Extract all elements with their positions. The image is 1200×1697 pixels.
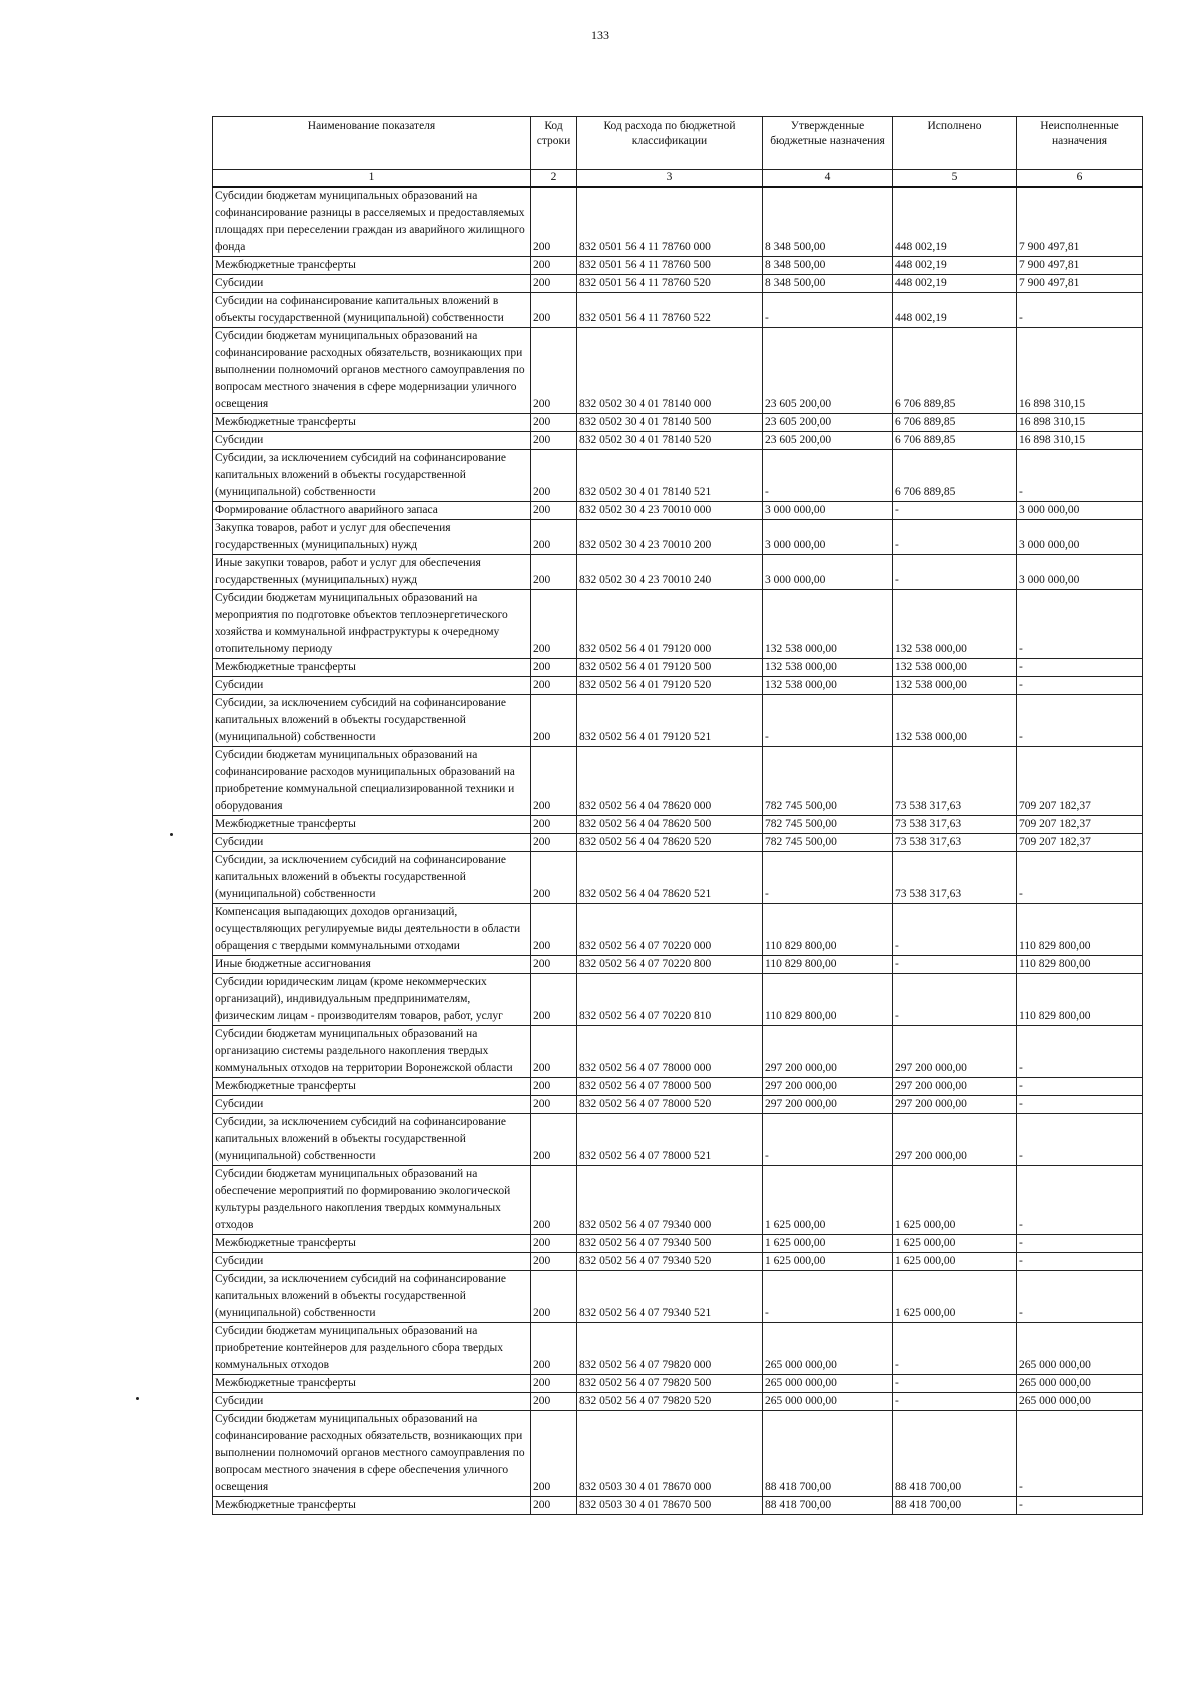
executed-amount-cell: 297 200 000,00	[893, 1026, 1017, 1078]
unexecuted-amount-cell: -	[1017, 450, 1143, 502]
unexecuted-amount-cell: -	[1017, 1411, 1143, 1497]
table-row	[213, 450, 1143, 502]
indicator-name-cell: Субсидии, за исключением субсидий на софинансирование капитальных вложений в объекты государственной (муниципальной) собственности	[213, 450, 531, 502]
line-code-cell: 200	[531, 257, 577, 275]
unexecuted-amount-cell: -	[1017, 1253, 1143, 1271]
executed-amount-cell: 6 706 889,85	[893, 450, 1017, 502]
indicator-name-cell: Субсидии	[213, 1096, 531, 1114]
unexecuted-amount-cell: -	[1017, 590, 1143, 659]
line-code-cell: 200	[531, 1166, 577, 1235]
classification-code-cell: 832 0502 56 4 01 79120 520	[577, 677, 763, 695]
line-code-cell: 200	[531, 187, 577, 257]
executed-amount-cell: -	[893, 1375, 1017, 1393]
line-code-cell: 200	[531, 1497, 577, 1515]
indicator-name-cell: Субсидии бюджетам муниципальных образований на организацию системы раздельного накопления твердых коммунальных отходов на территории Воронежской области	[213, 1026, 531, 1078]
classification-code-cell: 832 0502 30 4 01 78140 520	[577, 432, 763, 450]
classification-code-cell: 832 0502 56 4 04 78620 500	[577, 816, 763, 834]
approved-amount-cell: 265 000 000,00	[763, 1375, 893, 1393]
line-code-cell: 200	[531, 502, 577, 520]
approved-amount-cell: 132 538 000,00	[763, 659, 893, 677]
table-row	[213, 1166, 1143, 1235]
unexecuted-amount-cell: 3 000 000,00	[1017, 555, 1143, 590]
indicator-name-cell: Формирование областного аварийного запаса	[213, 502, 531, 520]
column-header-classification-code: Код расхода по бюджетной классификации	[577, 117, 763, 170]
classification-code-cell: 832 0501 56 4 11 78760 000	[577, 187, 763, 257]
executed-amount-cell: 132 538 000,00	[893, 677, 1017, 695]
column-header-approved: Утвержденные бюджетные назначения	[763, 117, 893, 170]
table-row	[213, 1271, 1143, 1323]
approved-amount-cell: 88 418 700,00	[763, 1411, 893, 1497]
classification-code-cell: 832 0502 56 4 01 79120 500	[577, 659, 763, 677]
line-code-cell: 200	[531, 974, 577, 1026]
indicator-name-cell: Субсидии бюджетам муниципальных образований на мероприятия по подготовке объектов теплоэнергетического хозяйства и коммунальной инфраструктуры к очередному отопительному периоду	[213, 590, 531, 659]
unexecuted-amount-cell: 265 000 000,00	[1017, 1393, 1143, 1411]
table-row	[213, 414, 1143, 432]
executed-amount-cell: 132 538 000,00	[893, 590, 1017, 659]
executed-amount-cell: 6 706 889,85	[893, 432, 1017, 450]
line-code-cell: 200	[531, 659, 577, 677]
unexecuted-amount-cell: 7 900 497,81	[1017, 257, 1143, 275]
executed-amount-cell: 73 538 317,63	[893, 747, 1017, 816]
approved-amount-cell: 23 605 200,00	[763, 414, 893, 432]
line-code-cell: 200	[531, 328, 577, 414]
page-number: 133	[591, 28, 609, 42]
executed-amount-cell: -	[893, 904, 1017, 956]
approved-amount-cell: 782 745 500,00	[763, 747, 893, 816]
executed-amount-cell: 448 002,19	[893, 257, 1017, 275]
classification-code-cell: 832 0502 56 4 07 79820 500	[577, 1375, 763, 1393]
indicator-name-cell: Межбюджетные трансферты	[213, 414, 531, 432]
classification-code-cell: 832 0502 56 4 07 79340 521	[577, 1271, 763, 1323]
classification-code-cell: 832 0502 56 4 07 79820 520	[577, 1393, 763, 1411]
table-row	[213, 695, 1143, 747]
unexecuted-amount-cell: 709 207 182,37	[1017, 834, 1143, 852]
unexecuted-amount-cell: -	[1017, 1271, 1143, 1323]
unexecuted-amount-cell: 110 829 800,00	[1017, 974, 1143, 1026]
table-row	[213, 1026, 1143, 1078]
approved-amount-cell: 265 000 000,00	[763, 1393, 893, 1411]
table-row	[213, 1114, 1143, 1166]
executed-amount-cell: -	[893, 956, 1017, 974]
executed-amount-cell: 297 200 000,00	[893, 1078, 1017, 1096]
classification-code-cell: 832 0503 30 4 01 78670 000	[577, 1411, 763, 1497]
approved-amount-cell: 8 348 500,00	[763, 187, 893, 257]
column-number: 5	[893, 170, 1017, 188]
indicator-name-cell: Компенсация выпадающих доходов организаций, осуществляющих регулируемые виды деятельности в области обращения с твердыми коммунальными отходами	[213, 904, 531, 956]
line-code-cell: 200	[531, 677, 577, 695]
approved-amount-cell: 265 000 000,00	[763, 1323, 893, 1375]
indicator-name-cell: Субсидии на софинансирование капитальных вложений в объекты государственной (муниципальной) собственности	[213, 293, 531, 328]
approved-amount-cell: -	[763, 293, 893, 328]
approved-amount-cell: -	[763, 1271, 893, 1323]
executed-amount-cell: 1 625 000,00	[893, 1166, 1017, 1235]
table-row	[213, 852, 1143, 904]
table-row	[213, 1235, 1143, 1253]
executed-amount-cell: -	[893, 502, 1017, 520]
indicator-name-cell: Межбюджетные трансферты	[213, 1078, 531, 1096]
executed-amount-cell: 73 538 317,63	[893, 834, 1017, 852]
classification-code-cell: 832 0502 30 4 01 78140 521	[577, 450, 763, 502]
table-row	[213, 1393, 1143, 1411]
classification-code-cell: 832 0502 56 4 07 70220 800	[577, 956, 763, 974]
column-header-line-code: Код строки	[531, 117, 577, 170]
classification-code-cell: 832 0502 56 4 07 70220 810	[577, 974, 763, 1026]
unexecuted-amount-cell: 110 829 800,00	[1017, 956, 1143, 974]
approved-amount-cell: -	[763, 852, 893, 904]
classification-code-cell: 832 0502 30 4 01 78140 500	[577, 414, 763, 432]
unexecuted-amount-cell: -	[1017, 1114, 1143, 1166]
executed-amount-cell: 448 002,19	[893, 293, 1017, 328]
column-number: 4	[763, 170, 893, 188]
classification-code-cell: 832 0502 30 4 23 70010 000	[577, 502, 763, 520]
unexecuted-amount-cell: -	[1017, 1096, 1143, 1114]
unexecuted-amount-cell: 16 898 310,15	[1017, 414, 1143, 432]
classification-code-cell: 832 0502 56 4 04 78620 000	[577, 747, 763, 816]
table-row	[213, 502, 1143, 520]
classification-code-cell: 832 0501 56 4 11 78760 500	[577, 257, 763, 275]
unexecuted-amount-cell: 709 207 182,37	[1017, 816, 1143, 834]
classification-code-cell: 832 0502 56 4 01 79120 521	[577, 695, 763, 747]
line-code-cell: 200	[531, 555, 577, 590]
indicator-name-cell: Субсидии юридическим лицам (кроме некоммерческих организаций), индивидуальным предпринимателям, физическим лицам - производителям товаров, работ, услуг	[213, 974, 531, 1026]
table-row	[213, 974, 1143, 1026]
column-number: 1	[213, 170, 531, 188]
table-row	[213, 1323, 1143, 1375]
approved-amount-cell: 297 200 000,00	[763, 1078, 893, 1096]
table-row	[213, 520, 1143, 555]
executed-amount-cell: -	[893, 520, 1017, 555]
line-code-cell: 200	[531, 1375, 577, 1393]
executed-amount-cell: 88 418 700,00	[893, 1411, 1017, 1497]
line-code-cell: 200	[531, 834, 577, 852]
unexecuted-amount-cell: 110 829 800,00	[1017, 904, 1143, 956]
indicator-name-cell: Субсидии	[213, 1393, 531, 1411]
indicator-name-cell: Субсидии бюджетам муниципальных образований на софинансирование расходов муниципальных образований на приобретение коммунальной специализированной техники и оборудования	[213, 747, 531, 816]
table-row	[213, 257, 1143, 275]
line-code-cell: 200	[531, 747, 577, 816]
table-row	[213, 1078, 1143, 1096]
table-row	[213, 677, 1143, 695]
indicator-name-cell: Субсидии бюджетам муниципальных образований на приобретение контейнеров для раздельного сбора твердых коммунальных отходов	[213, 1323, 531, 1375]
approved-amount-cell: 1 625 000,00	[763, 1166, 893, 1235]
scan-speck	[170, 833, 173, 836]
unexecuted-amount-cell: 3 000 000,00	[1017, 520, 1143, 555]
line-code-cell: 200	[531, 414, 577, 432]
executed-amount-cell: 1 625 000,00	[893, 1253, 1017, 1271]
unexecuted-amount-cell: 7 900 497,81	[1017, 275, 1143, 293]
indicator-name-cell: Субсидии, за исключением субсидий на софинансирование капитальных вложений в объекты государственной (муниципальной) собственности	[213, 1271, 531, 1323]
executed-amount-cell: 297 200 000,00	[893, 1096, 1017, 1114]
line-code-cell: 200	[531, 1026, 577, 1078]
approved-amount-cell: 110 829 800,00	[763, 974, 893, 1026]
table-row	[213, 432, 1143, 450]
unexecuted-amount-cell: 265 000 000,00	[1017, 1375, 1143, 1393]
executed-amount-cell: 297 200 000,00	[893, 1114, 1017, 1166]
table-row	[213, 187, 1143, 257]
column-number: 6	[1017, 170, 1143, 188]
line-code-cell: 200	[531, 1114, 577, 1166]
table-row	[213, 590, 1143, 659]
classification-code-cell: 832 0502 56 4 07 70220 000	[577, 904, 763, 956]
approved-amount-cell: 1 625 000,00	[763, 1235, 893, 1253]
unexecuted-amount-cell: -	[1017, 1026, 1143, 1078]
indicator-name-cell: Субсидии, за исключением субсидий на софинансирование капитальных вложений в объекты государственной (муниципальной) собственности	[213, 695, 531, 747]
approved-amount-cell: -	[763, 1114, 893, 1166]
classification-code-cell: 832 0502 56 4 04 78620 521	[577, 852, 763, 904]
scan-speck	[136, 1397, 139, 1400]
executed-amount-cell: 132 538 000,00	[893, 695, 1017, 747]
approved-amount-cell: 8 348 500,00	[763, 257, 893, 275]
executed-amount-cell: 6 706 889,85	[893, 328, 1017, 414]
line-code-cell: 200	[531, 1393, 577, 1411]
classification-code-cell: 832 0502 30 4 01 78140 000	[577, 328, 763, 414]
indicator-name-cell: Субсидии	[213, 677, 531, 695]
indicator-name-cell: Субсидии бюджетам муниципальных образований на софинансирование разницы в расселяемых и предоставляемых площадях при переселении граждан из аварийного жилищного фонда	[213, 187, 531, 257]
executed-amount-cell: 73 538 317,63	[893, 816, 1017, 834]
table-row	[213, 1497, 1143, 1515]
approved-amount-cell: 297 200 000,00	[763, 1026, 893, 1078]
indicator-name-cell: Субсидии	[213, 275, 531, 293]
classification-code-cell: 832 0502 56 4 07 78000 520	[577, 1096, 763, 1114]
approved-amount-cell: 8 348 500,00	[763, 275, 893, 293]
table-body	[213, 187, 1143, 1515]
line-code-cell: 200	[531, 590, 577, 659]
executed-amount-cell: -	[893, 555, 1017, 590]
line-code-cell: 200	[531, 1323, 577, 1375]
table-row	[213, 904, 1143, 956]
line-code-cell: 200	[531, 956, 577, 974]
table-row	[213, 1253, 1143, 1271]
approved-amount-cell: 110 829 800,00	[763, 956, 893, 974]
classification-code-cell: 832 0502 56 4 07 79340 500	[577, 1235, 763, 1253]
indicator-name-cell: Межбюджетные трансферты	[213, 1235, 531, 1253]
classification-code-cell: 832 0503 30 4 01 78670 500	[577, 1497, 763, 1515]
line-code-cell: 200	[531, 1078, 577, 1096]
executed-amount-cell: -	[893, 1393, 1017, 1411]
unexecuted-amount-cell: 709 207 182,37	[1017, 747, 1143, 816]
approved-amount-cell: 110 829 800,00	[763, 904, 893, 956]
indicator-name-cell: Межбюджетные трансферты	[213, 659, 531, 677]
table-row	[213, 747, 1143, 816]
indicator-name-cell: Межбюджетные трансферты	[213, 816, 531, 834]
table-row	[213, 293, 1143, 328]
approved-amount-cell: 132 538 000,00	[763, 677, 893, 695]
approved-amount-cell: 782 745 500,00	[763, 816, 893, 834]
line-code-cell: 200	[531, 695, 577, 747]
approved-amount-cell: 297 200 000,00	[763, 1096, 893, 1114]
classification-code-cell: 832 0502 56 4 07 78000 000	[577, 1026, 763, 1078]
approved-amount-cell: 88 418 700,00	[763, 1497, 893, 1515]
table-row	[213, 1096, 1143, 1114]
approved-amount-cell: 782 745 500,00	[763, 834, 893, 852]
classification-code-cell: 832 0502 56 4 07 79340 000	[577, 1166, 763, 1235]
table-row	[213, 1411, 1143, 1497]
approved-amount-cell: 132 538 000,00	[763, 590, 893, 659]
unexecuted-amount-cell: -	[1017, 659, 1143, 677]
line-code-cell: 200	[531, 1235, 577, 1253]
unexecuted-amount-cell: 7 900 497,81	[1017, 187, 1143, 257]
classification-code-cell: 832 0502 56 4 07 78000 521	[577, 1114, 763, 1166]
executed-amount-cell: 1 625 000,00	[893, 1235, 1017, 1253]
executed-amount-cell: -	[893, 974, 1017, 1026]
table-row	[213, 659, 1143, 677]
classification-code-cell: 832 0502 56 4 07 78000 500	[577, 1078, 763, 1096]
indicator-name-cell: Межбюджетные трансферты	[213, 257, 531, 275]
budget-execution-table	[212, 116, 1143, 1515]
table-row	[213, 555, 1143, 590]
classification-code-cell: 832 0501 56 4 11 78760 522	[577, 293, 763, 328]
indicator-name-cell: Субсидии бюджетам муниципальных образований на софинансирование расходных обязательств, возникающих при выполнении полномочий органов местного самоуправления по вопросам местного значения в сфере обеспечения уличного освещения	[213, 1411, 531, 1497]
header-row	[213, 117, 1143, 170]
table-row	[213, 275, 1143, 293]
classification-code-cell: 832 0502 56 4 04 78620 520	[577, 834, 763, 852]
indicator-name-cell: Субсидии	[213, 1253, 531, 1271]
approved-amount-cell: 1 625 000,00	[763, 1253, 893, 1271]
unexecuted-amount-cell: -	[1017, 852, 1143, 904]
line-code-cell: 200	[531, 904, 577, 956]
table-row	[213, 834, 1143, 852]
indicator-name-cell: Закупка товаров, работ и услуг для обеспечения государственных (муниципальных) нужд	[213, 520, 531, 555]
line-code-cell: 200	[531, 852, 577, 904]
unexecuted-amount-cell: 3 000 000,00	[1017, 502, 1143, 520]
executed-amount-cell: 1 625 000,00	[893, 1271, 1017, 1323]
unexecuted-amount-cell: -	[1017, 293, 1143, 328]
line-code-cell: 200	[531, 450, 577, 502]
line-code-cell: 200	[531, 275, 577, 293]
executed-amount-cell: 88 418 700,00	[893, 1497, 1017, 1515]
line-code-cell: 200	[531, 432, 577, 450]
approved-amount-cell: 3 000 000,00	[763, 555, 893, 590]
approved-amount-cell: 3 000 000,00	[763, 520, 893, 555]
unexecuted-amount-cell: -	[1017, 677, 1143, 695]
line-code-cell: 200	[531, 1253, 577, 1271]
indicator-name-cell: Межбюджетные трансферты	[213, 1497, 531, 1515]
line-code-cell: 200	[531, 293, 577, 328]
column-number: 3	[577, 170, 763, 188]
line-code-cell: 200	[531, 520, 577, 555]
classification-code-cell: 832 0502 56 4 07 79340 520	[577, 1253, 763, 1271]
column-header-name: Наименование показателя	[213, 117, 531, 170]
table-row	[213, 956, 1143, 974]
executed-amount-cell: 448 002,19	[893, 275, 1017, 293]
executed-amount-cell: -	[893, 1323, 1017, 1375]
unexecuted-amount-cell: 265 000 000,00	[1017, 1323, 1143, 1375]
classification-code-cell: 832 0501 56 4 11 78760 520	[577, 275, 763, 293]
column-header-unexecuted: Неисполненные назначения	[1017, 117, 1143, 170]
column-number: 2	[531, 170, 577, 188]
unexecuted-amount-cell: -	[1017, 695, 1143, 747]
indicator-name-cell: Субсидии, за исключением субсидий на софинансирование капитальных вложений в объекты государственной (муниципальной) собственности	[213, 852, 531, 904]
executed-amount-cell: 73 538 317,63	[893, 852, 1017, 904]
unexecuted-amount-cell: -	[1017, 1166, 1143, 1235]
unexecuted-amount-cell: 16 898 310,15	[1017, 328, 1143, 414]
table-row	[213, 1375, 1143, 1393]
approved-amount-cell: 23 605 200,00	[763, 328, 893, 414]
table-row	[213, 328, 1143, 414]
executed-amount-cell: 6 706 889,85	[893, 414, 1017, 432]
line-code-cell: 200	[531, 1411, 577, 1497]
indicator-name-cell: Межбюджетные трансферты	[213, 1375, 531, 1393]
classification-code-cell: 832 0502 30 4 23 70010 240	[577, 555, 763, 590]
unexecuted-amount-cell: -	[1017, 1078, 1143, 1096]
approved-amount-cell: -	[763, 695, 893, 747]
approved-amount-cell: 23 605 200,00	[763, 432, 893, 450]
line-code-cell: 200	[531, 1096, 577, 1114]
line-code-cell: 200	[531, 1271, 577, 1323]
executed-amount-cell: 448 002,19	[893, 187, 1017, 257]
indicator-name-cell: Иные бюджетные ассигнования	[213, 956, 531, 974]
approved-amount-cell: 3 000 000,00	[763, 502, 893, 520]
indicator-name-cell: Субсидии бюджетам муниципальных образований на софинансирование расходных обязательств, возникающих при выполнении полномочий органов местного самоуправления по вопросам местного значения в сфере модернизации уличного освещения	[213, 328, 531, 414]
classification-code-cell: 832 0502 30 4 23 70010 200	[577, 520, 763, 555]
classification-code-cell: 832 0502 56 4 01 79120 000	[577, 590, 763, 659]
classification-code-cell: 832 0502 56 4 07 79820 000	[577, 1323, 763, 1375]
unexecuted-amount-cell: 16 898 310,15	[1017, 432, 1143, 450]
indicator-name-cell: Субсидии, за исключением субсидий на софинансирование капитальных вложений в объекты государственной (муниципальной) собственности	[213, 1114, 531, 1166]
indicator-name-cell: Субсидии бюджетам муниципальных образований на обеспечение мероприятий по формированию экологической культуры раздельного накопления твердых коммунальных отходов	[213, 1166, 531, 1235]
indicator-name-cell: Иные закупки товаров, работ и услуг для обеспечения государственных (муниципальных) нужд	[213, 555, 531, 590]
line-code-cell: 200	[531, 816, 577, 834]
approved-amount-cell: -	[763, 450, 893, 502]
column-header-executed: Исполнено	[893, 117, 1017, 170]
executed-amount-cell: 132 538 000,00	[893, 659, 1017, 677]
indicator-name-cell: Субсидии	[213, 834, 531, 852]
indicator-name-cell: Субсидии	[213, 432, 531, 450]
unexecuted-amount-cell: -	[1017, 1497, 1143, 1515]
table-row	[213, 816, 1143, 834]
unexecuted-amount-cell: -	[1017, 1235, 1143, 1253]
column-number-row	[213, 170, 1143, 188]
